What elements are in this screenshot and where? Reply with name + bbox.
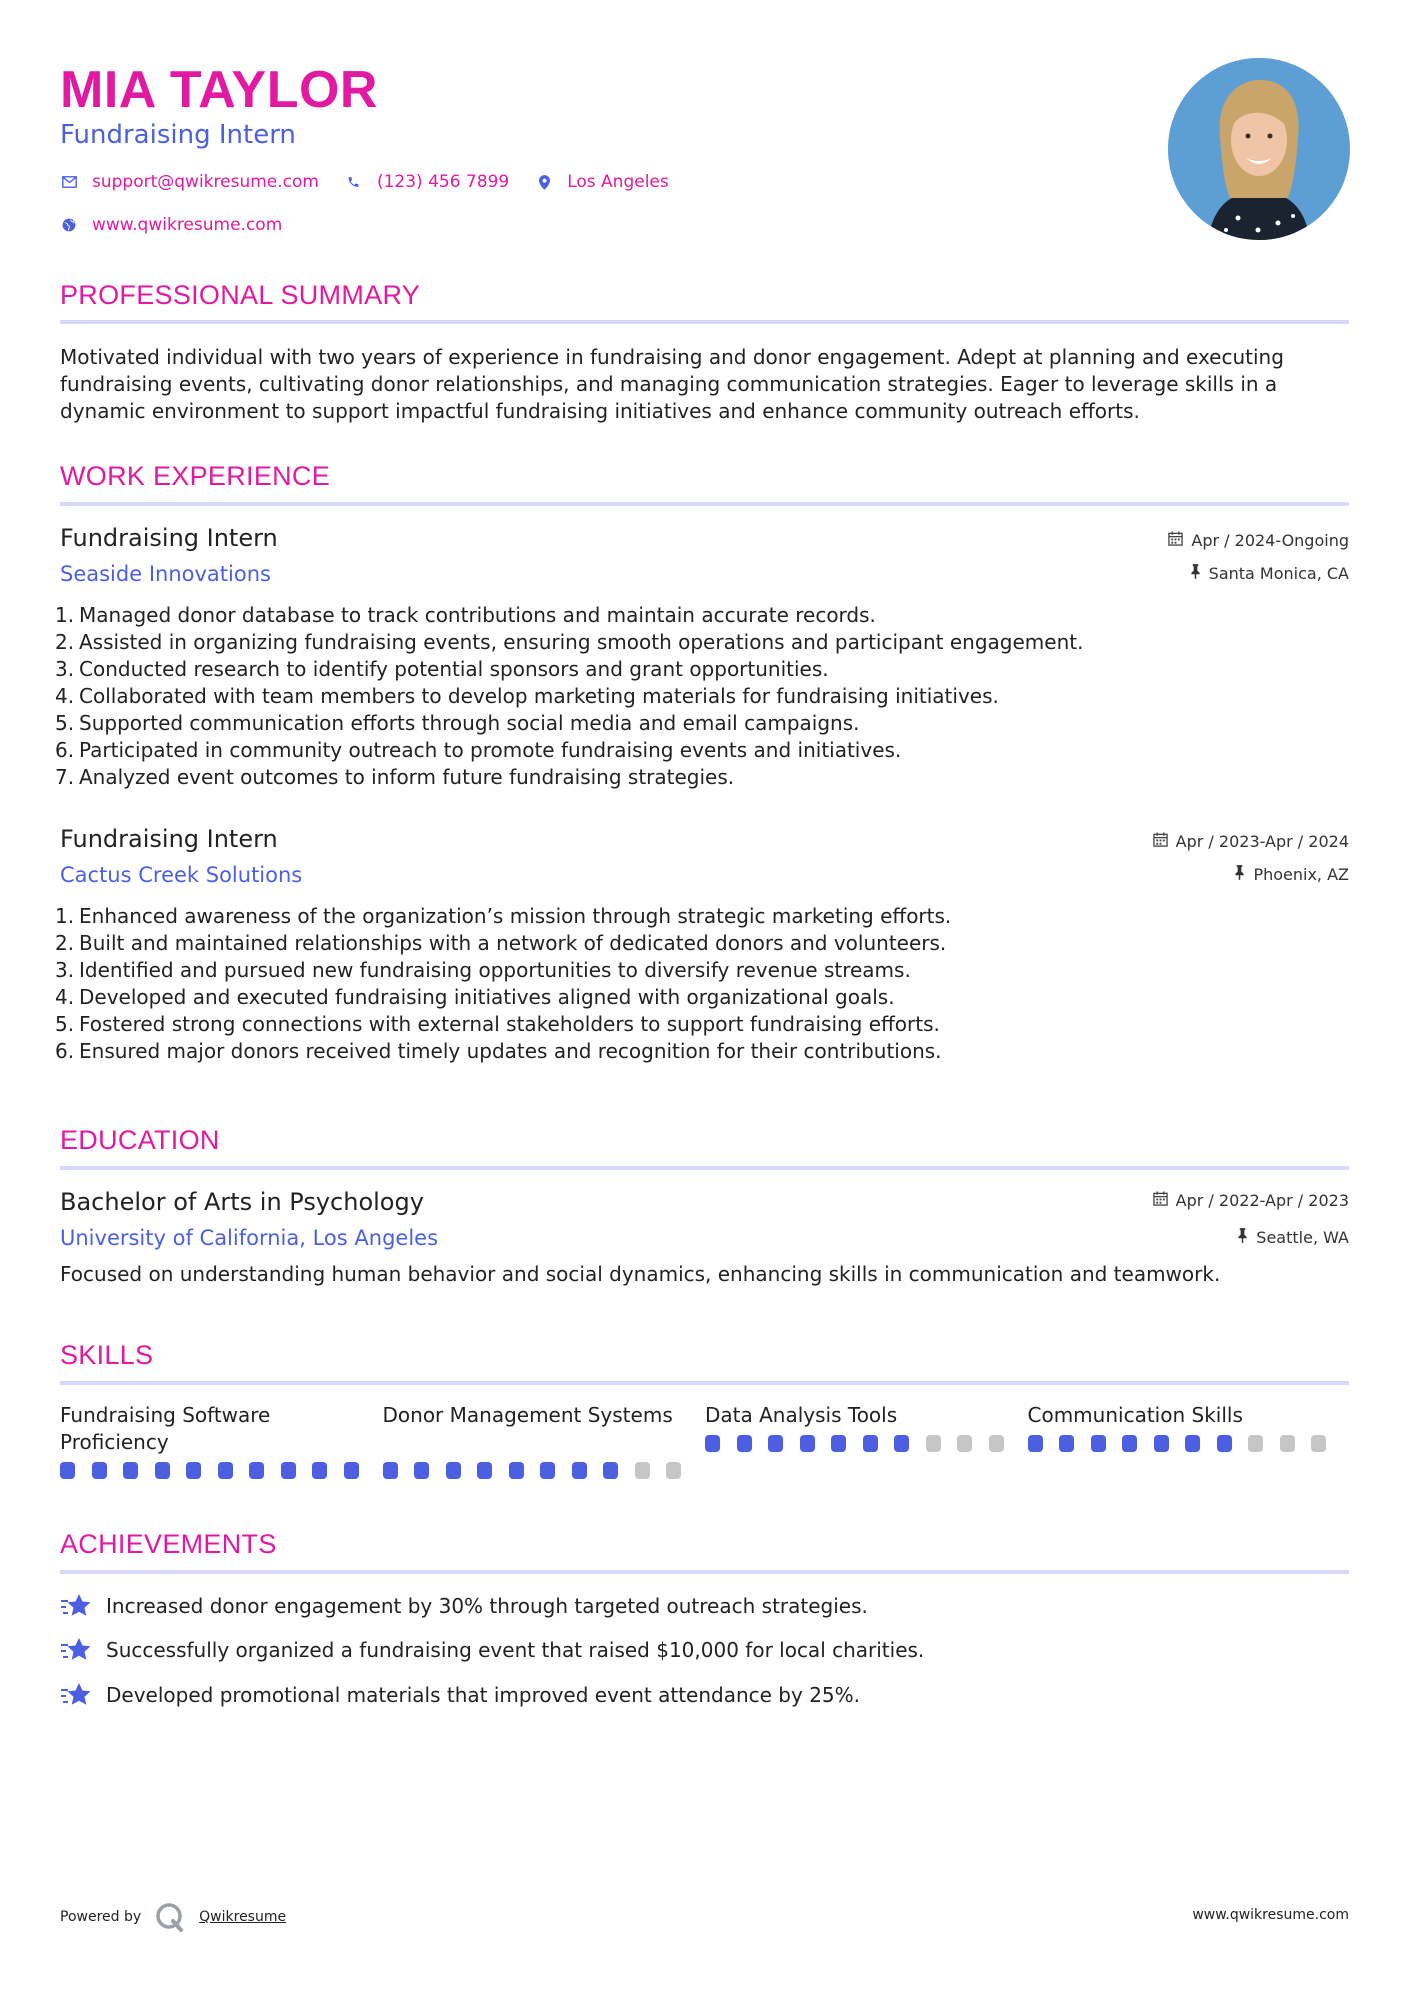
skill-dot-filled xyxy=(218,1462,233,1479)
skill-dot-filled xyxy=(1091,1435,1106,1452)
section-divider xyxy=(60,1381,1349,1385)
skill-dot-filled xyxy=(312,1462,327,1479)
envelope-icon xyxy=(60,176,78,188)
skill-rating xyxy=(705,1435,1028,1452)
skill-dot-filled xyxy=(705,1435,720,1452)
skill-dot-filled xyxy=(60,1462,75,1479)
brand-link[interactable]: Qwikresume xyxy=(199,1909,287,1925)
skill-dot-filled xyxy=(863,1435,878,1452)
job-location-text: Santa Monica, CA xyxy=(1208,564,1349,583)
skill-dot-filled xyxy=(249,1462,264,1479)
skill-dot-filled xyxy=(737,1435,752,1452)
globe-icon xyxy=(60,218,78,232)
skill-name: Data Analysis Tools xyxy=(705,1403,898,1427)
contact-row xyxy=(60,172,695,192)
job-location xyxy=(1234,865,1349,884)
footer-website[interactable]: www.qwikresume.com xyxy=(1192,1907,1349,1923)
achievement-item xyxy=(60,1592,868,1620)
section-divider xyxy=(60,1570,1349,1574)
skill-dot-filled xyxy=(800,1435,815,1452)
list-item: 2. Assisted in organizing fundraising events, ensuring smooth operations and participant engagement. xyxy=(55,630,1084,654)
skill-dot-filled xyxy=(540,1462,555,1479)
achievement-text: Developed promotional materials that improved event attendance by 25%. xyxy=(106,1683,861,1707)
list-item: 5. Supported communication efforts through social media and email campaigns. xyxy=(55,711,860,735)
skill-item xyxy=(1028,1402,1351,1479)
skill-dot-empty xyxy=(989,1435,1004,1452)
skill-dot-filled xyxy=(1028,1435,1043,1452)
job-title: Fundraising Intern xyxy=(60,524,278,552)
pushpin-icon xyxy=(1237,1228,1248,1247)
skill-item xyxy=(383,1402,706,1479)
contact-email[interactable] xyxy=(60,172,319,192)
list-item: 2. Built and maintained relationships with a network of dedicated donors and volunteers. xyxy=(55,931,947,955)
skill-dot-filled xyxy=(831,1435,846,1452)
job-title: Fundraising Intern xyxy=(60,825,278,853)
achievement-text: Increased donor engagement by 30% through targeted outreach strategies. xyxy=(106,1594,868,1618)
skill-name: Fundraising Software Proficiency xyxy=(60,1403,271,1454)
skill-dot-empty xyxy=(926,1435,941,1452)
skill-dot-filled xyxy=(155,1462,170,1479)
job-bullets xyxy=(55,903,1295,1065)
education-degree: Bachelor of Arts in Psychology xyxy=(60,1188,424,1216)
skills-grid xyxy=(60,1402,1350,1479)
job-dates-text: Apr / 2023-Apr / 2024 xyxy=(1175,832,1349,851)
skill-name: Donor Management Systems xyxy=(382,1403,673,1427)
skill-rating xyxy=(383,1462,706,1479)
list-item: 3. Identified and pursued new fundraising opportunities to diversify revenue streams. xyxy=(55,958,911,982)
calendar-icon xyxy=(1153,1191,1168,1210)
skill-dot-filled xyxy=(768,1435,783,1452)
list-item: 6. Ensured major donors received timely updates and recognition for their contributions. xyxy=(55,1039,942,1063)
section-title-summary: PROFESSIONAL SUMMARY xyxy=(60,280,421,310)
skill-dot-filled xyxy=(344,1462,359,1479)
skill-name: Communication Skills xyxy=(1027,1403,1243,1427)
skill-dot-filled xyxy=(509,1462,524,1479)
footer-powered-by xyxy=(60,1902,286,1932)
powered-by-label: Powered by xyxy=(60,1909,142,1925)
list-item: 7. Analyzed event outcomes to inform future fundraising strategies. xyxy=(55,765,735,789)
section-divider xyxy=(60,502,1349,506)
list-item: 5. Fostered strong connections with external stakeholders to support fundraising efforts. xyxy=(55,1012,940,1036)
education-location-text: Seattle, WA xyxy=(1256,1228,1349,1247)
contact-location xyxy=(535,172,669,192)
email-text: support@qwikresume.com xyxy=(92,172,319,192)
phone-icon xyxy=(345,175,363,189)
star-icon xyxy=(60,1636,92,1664)
list-item: 3. Conducted research to identify potential sponsors and grant opportunities. xyxy=(55,657,829,681)
candidate-role: Fundraising Intern xyxy=(60,120,296,150)
education-dates xyxy=(1153,1191,1349,1210)
skill-dot-filled xyxy=(1185,1435,1200,1452)
list-item: 1. Enhanced awareness of the organization’s mission through strategic marketing efforts. xyxy=(55,904,952,928)
achievement-item xyxy=(60,1636,924,1664)
list-item: 4. Developed and executed fundraising initiatives aligned with organizational goals. xyxy=(55,985,895,1009)
job-company[interactable]: Cactus Creek Solutions xyxy=(60,863,303,887)
skill-rating xyxy=(60,1462,383,1479)
section-title-experience: WORK EXPERIENCE xyxy=(60,461,331,491)
section-divider xyxy=(60,1166,1349,1170)
phone-text: (123) 456 7899 xyxy=(376,172,510,192)
education-location xyxy=(1237,1228,1349,1247)
skill-dot-empty xyxy=(1280,1435,1295,1452)
skill-dot-filled xyxy=(281,1462,296,1479)
location-text: Los Angeles xyxy=(567,172,669,192)
skill-dot-empty xyxy=(1311,1435,1326,1452)
skill-dot-filled xyxy=(894,1435,909,1452)
skill-dot-filled xyxy=(603,1462,618,1479)
education-school[interactable]: University of California, Los Angeles xyxy=(60,1226,439,1250)
job-dates xyxy=(1153,832,1349,851)
skill-dot-empty xyxy=(1248,1435,1263,1452)
list-item: 4. Collaborated with team members to develop marketing materials for fundraising initiatives. xyxy=(55,684,999,708)
skill-dot-filled xyxy=(186,1462,201,1479)
education-description: Focused on understanding human behavior and social dynamics, enhancing skills in communication and teamwork. xyxy=(60,1262,1221,1286)
job-dates-text: Apr / 2024-Ongoing xyxy=(1191,531,1349,550)
job-dates xyxy=(1168,531,1349,550)
skill-dot-filled xyxy=(1122,1435,1137,1452)
skill-dot-filled xyxy=(1154,1435,1169,1452)
pushpin-icon xyxy=(1234,865,1245,884)
contact-website[interactable] xyxy=(60,215,282,235)
section-title-skills: SKILLS xyxy=(60,1340,154,1370)
skill-dot-filled xyxy=(572,1462,587,1479)
website-text: www.qwikresume.com xyxy=(92,215,283,235)
qwikresume-logo-icon xyxy=(155,1902,185,1932)
contact-row-2 xyxy=(60,215,308,235)
skill-item xyxy=(705,1402,1028,1479)
contact-phone[interactable] xyxy=(345,172,509,192)
section-title-achievements: ACHIEVEMENTS xyxy=(60,1529,277,1559)
skill-dot-filled xyxy=(414,1462,429,1479)
skill-dot-filled xyxy=(1217,1435,1232,1452)
profile-photo xyxy=(1168,58,1350,240)
education-dates-text: Apr / 2022-Apr / 2023 xyxy=(1175,1191,1349,1210)
skill-rating xyxy=(1028,1435,1351,1452)
achievement-item xyxy=(60,1681,860,1709)
calendar-icon xyxy=(1153,832,1168,851)
skill-dot-empty xyxy=(666,1462,681,1479)
candidate-name: MIA TAYLOR xyxy=(60,61,378,119)
job-location xyxy=(1190,564,1349,583)
skill-dot-filled xyxy=(123,1462,138,1479)
pushpin-icon xyxy=(1190,564,1201,583)
job-company[interactable]: Seaside Innovations xyxy=(60,562,271,586)
skill-dot-filled xyxy=(477,1462,492,1479)
summary-text: Motivated individual with two years of experience in fundraising and donor engagement. Adept at planning and executing fundraising events, cultivating donor relationships, and managing communication strategies. Eager to leverage skills in a dynamic environment to support impactful fundraising initiatives and enhance community outreach efforts. xyxy=(60,345,1284,423)
achievement-text: Successfully organized a fundraising event that raised $10,000 for local charities. xyxy=(106,1638,925,1662)
skill-dot-filled xyxy=(446,1462,461,1479)
skill-dot-filled xyxy=(383,1462,398,1479)
list-item: 1. Managed donor database to track contributions and maintain accurate records. xyxy=(55,603,876,627)
section-divider xyxy=(60,320,1349,324)
calendar-icon xyxy=(1168,531,1183,550)
map-pin-icon xyxy=(535,175,553,190)
skill-dot-filled xyxy=(92,1462,107,1479)
skill-item xyxy=(60,1402,383,1479)
list-item: 6. Participated in community outreach to promote fundraising events and initiatives. xyxy=(55,738,902,762)
job-bullets xyxy=(55,602,1295,791)
skill-dot-empty xyxy=(957,1435,972,1452)
skill-dot-empty xyxy=(635,1462,650,1479)
star-icon xyxy=(60,1681,92,1709)
star-icon xyxy=(60,1592,92,1620)
skill-dot-filled xyxy=(1059,1435,1074,1452)
section-title-education: EDUCATION xyxy=(60,1125,220,1155)
job-location-text: Phoenix, AZ xyxy=(1253,865,1349,884)
